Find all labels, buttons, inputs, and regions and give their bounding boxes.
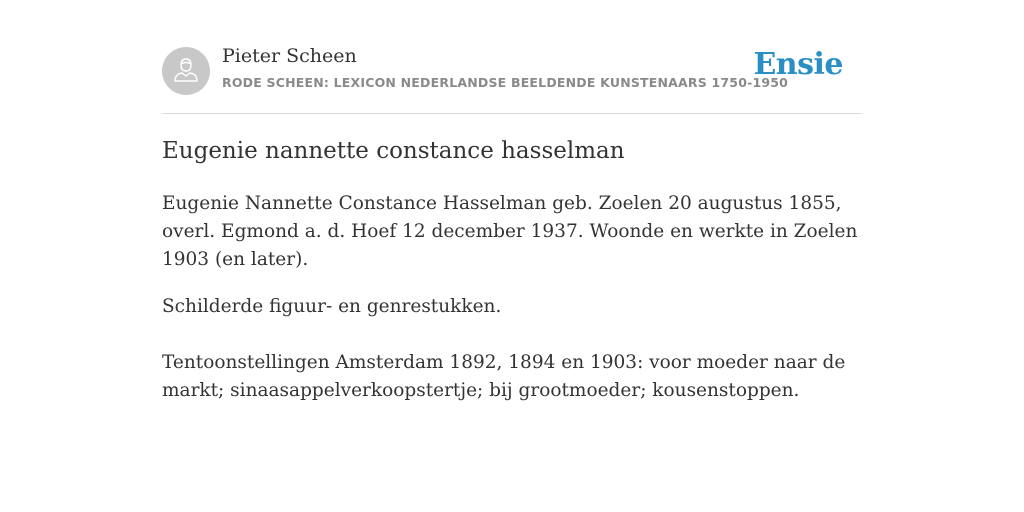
author-name[interactable]: Pieter Scheen xyxy=(222,45,357,67)
article-card xyxy=(162,0,862,401)
avatar[interactable] xyxy=(162,47,210,95)
user-icon xyxy=(172,55,200,87)
paragraph-work: Schilderde figuur- en genrestukken. xyxy=(162,296,502,317)
article-header xyxy=(162,0,862,114)
paragraph-exhibitions: Tentoonstellingen Amsterdam 1892, 1894 en 1903: voor moeder naar de markt; sinaasappelverkoopstertje; bij grootmoeder; kousenstoppen. xyxy=(162,352,846,401)
source-title[interactable]: RODE SCHEEN: LEXICON NEDERLANDSE BEELDENDE KUNSTENAARS 1750-1950 xyxy=(222,75,789,90)
paragraph-biography: Eugenie Nannette Constance Hasselman geb. Zoelen 20 augustus 1855, overl. Egmond a. d. Hoef 12 december 1937. Woonde en werkte in Zoelen 1903 (en later). xyxy=(162,193,858,270)
page-title: Eugenie nannette constance hasselman xyxy=(162,138,625,164)
brand-logo[interactable]: Ensie xyxy=(753,47,843,82)
